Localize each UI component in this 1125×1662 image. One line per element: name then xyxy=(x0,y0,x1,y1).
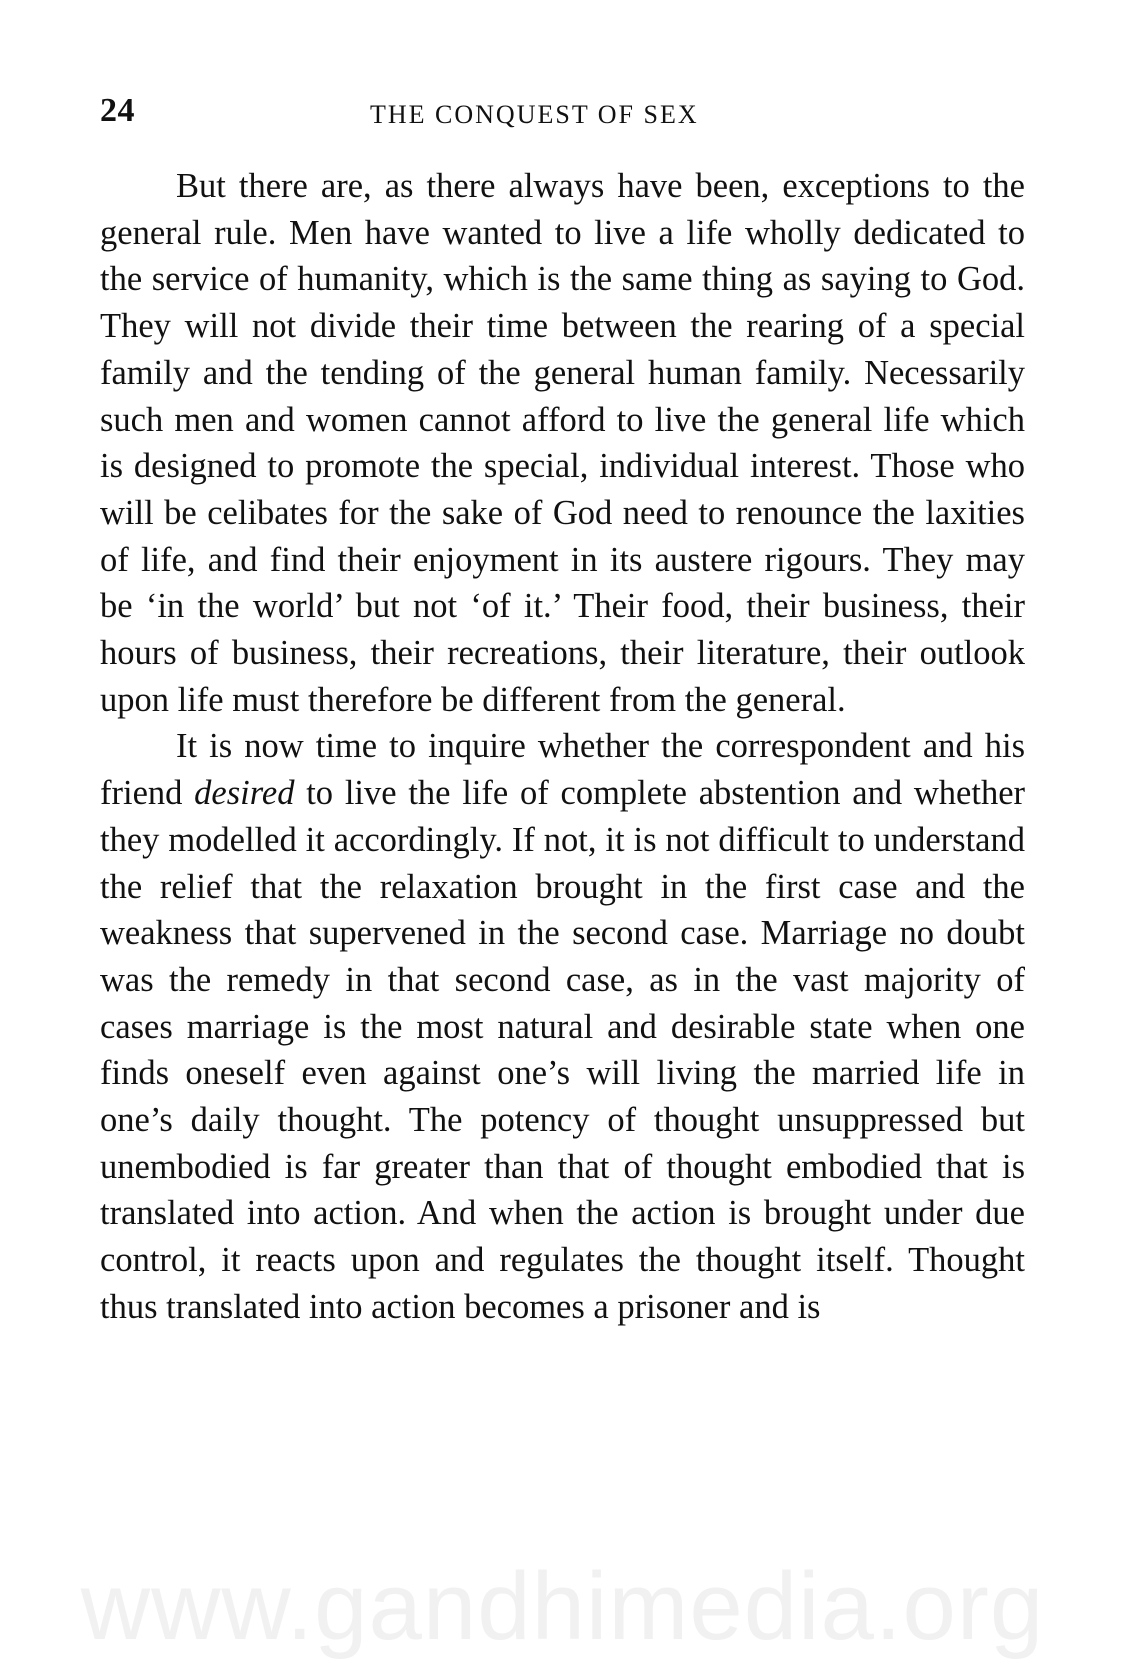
page-number: 24 xyxy=(100,92,135,129)
paragraph-2 xyxy=(100,723,1025,1330)
running-head xyxy=(100,92,1025,140)
paragraph-1-text: But there are, as there always have been, exceptions to the general rule. Men have wanted to live a life wholly dedicated to the service of humanity, which is the same thing as saying to God. They will not divide their time between the rearing of a special family and the tending of the general human family. Necessarily such men and women cannot afford to live the general life which is designed to promote the special, individual interest. Those who will be celibates for the sake of God need to renounce the laxities of life, and find their enjoyment in its austere rigours. They may be ‘in the world’ but not ‘of it.’ Their food, their business, their hours of business, their recreations, their literature, their outlook upon life must therefore be different from the general. xyxy=(100,167,1025,719)
running-title: THE CONQUEST OF SEX xyxy=(370,100,699,129)
body-text xyxy=(100,163,1025,1331)
paragraph-1 xyxy=(100,163,1025,723)
paragraph-2-text-start: It is now time to inquire whether the correspondent and his friend xyxy=(100,727,1025,813)
emphasized-word: desired xyxy=(194,774,295,813)
watermark: www.gandhimedia.org xyxy=(80,1553,1045,1660)
paragraph-2-text-end: to live the life of complete abstention and whether they modelled it accordingly. If not, it is not difficult to understand the relief that the relaxation brought in the first case and the weakness that supervened in the second case. Marriage no doubt was the remedy in that second case, as in the vast majority of cases marriage is the most natural and desirable state when one finds oneself even against one’s will living the married life in one’s daily thought. The potency of thought unsuppressed but unembodied is far greater than that of thought embodied that is translated into action. And when the action is brought under due control, it reacts upon and regulates the thought itself. Thought thus translated into action becomes a prisoner and is xyxy=(100,774,1025,1326)
